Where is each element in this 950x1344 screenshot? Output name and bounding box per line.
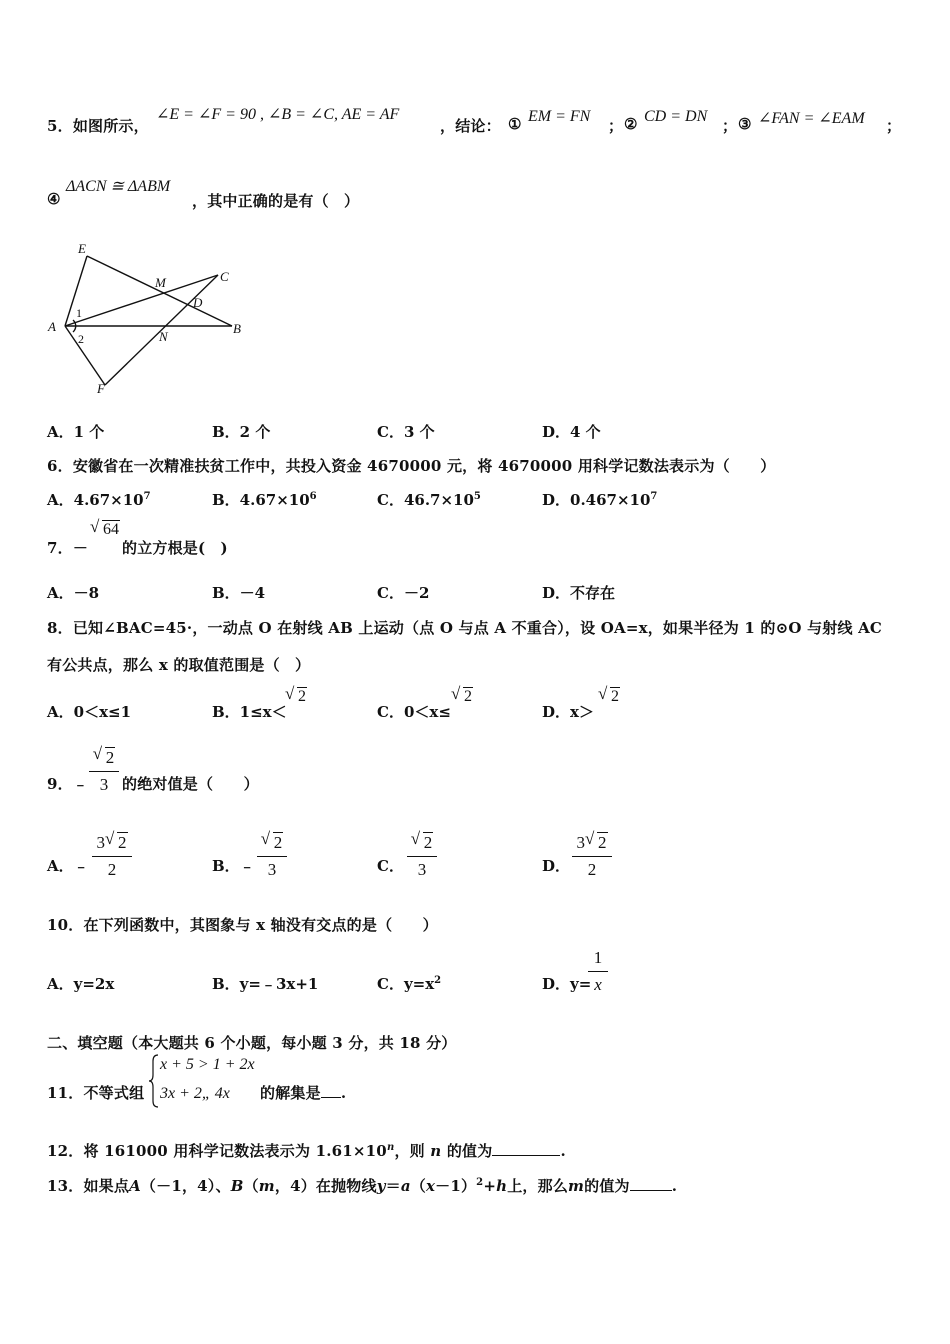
q6-option-b[interactable]: B．$4.67\times 10^6$	[212, 491, 317, 509]
q8-option-d[interactable]: D．x＞	[542, 703, 594, 721]
q9-tail: 的绝对值是（ ）	[122, 775, 259, 793]
q11-inequality-2: 3x + 2„ 4x	[160, 1085, 230, 1102]
q5-c2-mark: ②	[624, 115, 638, 133]
q9-stem-fraction: √ 2 3	[89, 747, 119, 796]
q9-option-d-fraction: 3 √ 2 2	[572, 832, 612, 881]
q7-option-b[interactable]: B．－4	[212, 584, 266, 602]
q8-option-c[interactable]: C．0＜x≤	[377, 703, 451, 721]
q13-answer-blank[interactable]	[630, 1190, 672, 1191]
q5-c1-expression: EM = FN	[528, 108, 591, 125]
q7-number: 7．－	[47, 539, 89, 557]
q11-number: 11．不等式组	[47, 1084, 145, 1102]
q5-c3-expression: ∠FAN = ∠EAM	[758, 110, 865, 127]
q11-tail: 的解集是 .	[260, 1084, 347, 1102]
segment-EB	[87, 256, 232, 326]
q10-option-b[interactable]: B．y=﹣3x+1	[212, 975, 319, 993]
q9-option-b[interactable]: B．﹣	[212, 857, 255, 875]
q7-option-c[interactable]: C．－2	[377, 584, 430, 602]
label-N: N	[159, 329, 168, 344]
q10-option-c[interactable]: C．$y=x^2$	[377, 975, 442, 993]
label-M: M	[155, 275, 166, 290]
q5-sep3: ；	[886, 117, 902, 135]
q5-conclusion-label: ，结论：	[440, 117, 501, 135]
q8-option-d-sqrt: √ 2	[598, 684, 619, 705]
q6-option-a[interactable]: A．$4.67\times 10^7$	[47, 491, 151, 509]
q9-option-c-fraction: √ 2 3	[407, 832, 437, 881]
section2-heading: 二、填空题（本大题共 6 个小题，每小题 3 分，共 18 分）	[47, 1034, 457, 1052]
q8-option-b[interactable]: B．1≤x＜	[212, 703, 287, 721]
q5-c1-mark: ①	[508, 115, 522, 133]
q8-option-b-sqrt: √ 2	[285, 684, 306, 705]
q5-option-c[interactable]: C．3 个	[377, 423, 435, 441]
q5-c2-expression: CD = DN	[644, 108, 708, 125]
q5-given-expression: ∠E = ∠F = 90 , ∠B = ∠C, AE = AF	[156, 106, 400, 123]
q5-option-a[interactable]: A．1 个	[47, 423, 105, 441]
q10-question: 10．在下列函数中，其图象与 x 轴没有交点的是（ ）	[47, 916, 438, 934]
label-D: D	[193, 295, 203, 310]
q5-sep2: ；	[722, 117, 738, 135]
q11-inequality-1: x + 5 > 1 + 2x	[160, 1056, 255, 1073]
q5-number: 5．如图所示，	[47, 117, 149, 135]
q9-option-a[interactable]: A．﹣	[47, 857, 89, 875]
q10-option-d[interactable]: D．y=	[542, 975, 592, 993]
q5-c4-expression: ΔACN ≅ ΔABM	[66, 178, 171, 195]
q7-sqrt-64: √ 64	[90, 517, 119, 538]
q5-c4-mark: ④	[47, 190, 61, 208]
q13-question: 13．如果点A（－1，4）、B（m，4）在抛物线$y=a(x-1)^2+h$上，那么m的值为 .	[47, 1177, 678, 1195]
label-F: F	[97, 381, 105, 396]
q5-c3-mark: ③	[738, 115, 752, 133]
q5-option-d[interactable]: D．4 个	[542, 423, 601, 441]
q9-option-c[interactable]: C．	[377, 857, 404, 875]
q5-option-b[interactable]: B．2 个	[212, 423, 271, 441]
q6-option-d[interactable]: D．$0.467\times 10^7$	[542, 491, 658, 509]
q9-option-a-fraction: 3 √ 2 2	[92, 832, 132, 881]
q12-question: 12．将 161000 用科学记数法表示为 $1.61\times 10^n$，则 n 的值为 .	[47, 1142, 566, 1160]
q7-tail: 的立方根是( )	[122, 539, 228, 557]
q11-answer-blank[interactable]	[321, 1097, 341, 1098]
q7-option-d[interactable]: D．不存在	[542, 584, 616, 602]
q10-option-a[interactable]: A．y=2x	[47, 975, 115, 993]
q5-sep1: ；	[608, 117, 624, 135]
q5-tail: ，其中正确的是有（ ）	[192, 192, 360, 210]
q9-number: 9．﹣	[47, 775, 89, 793]
q6-question: 6．安徽省在一次精准扶贫工作中，共投入资金 4670000 元，将 4670000 用科学记数法表示为（ ）	[47, 457, 776, 475]
label-angle-1: 1	[76, 306, 82, 320]
label-B: B	[233, 321, 241, 336]
q9-option-d[interactable]: D．	[542, 857, 571, 875]
q5-geometry-figure	[40, 235, 260, 405]
q8-option-c-sqrt: √ 2	[451, 684, 472, 705]
q6-option-c[interactable]: C．$46.7\times 10^5$	[377, 491, 481, 509]
q10-option-d-fraction: 1 x	[588, 947, 608, 996]
label-A: A	[48, 319, 56, 334]
q8-line1: 8．已知∠BAC=45·，一动点 O 在射线 AB 上运动（点 O 与点 A 不重合），设 OA=x，如果半径为 1 的⊙O 与射线 AC	[47, 619, 883, 637]
segment-AF	[65, 326, 105, 385]
q8-line2: 有公共点，那么 x 的取值范围是（ ）	[47, 656, 311, 674]
q7-option-a[interactable]: A．－8	[47, 584, 100, 602]
q9-option-b-fraction: √ 2 3	[257, 832, 287, 881]
label-angle-2: 2	[78, 332, 84, 346]
label-C: C	[220, 269, 229, 284]
q8-option-a[interactable]: A．0＜x≤1	[47, 703, 132, 721]
q11-brace	[148, 1053, 160, 1109]
label-E: E	[78, 241, 86, 256]
q12-answer-blank[interactable]	[492, 1155, 560, 1156]
